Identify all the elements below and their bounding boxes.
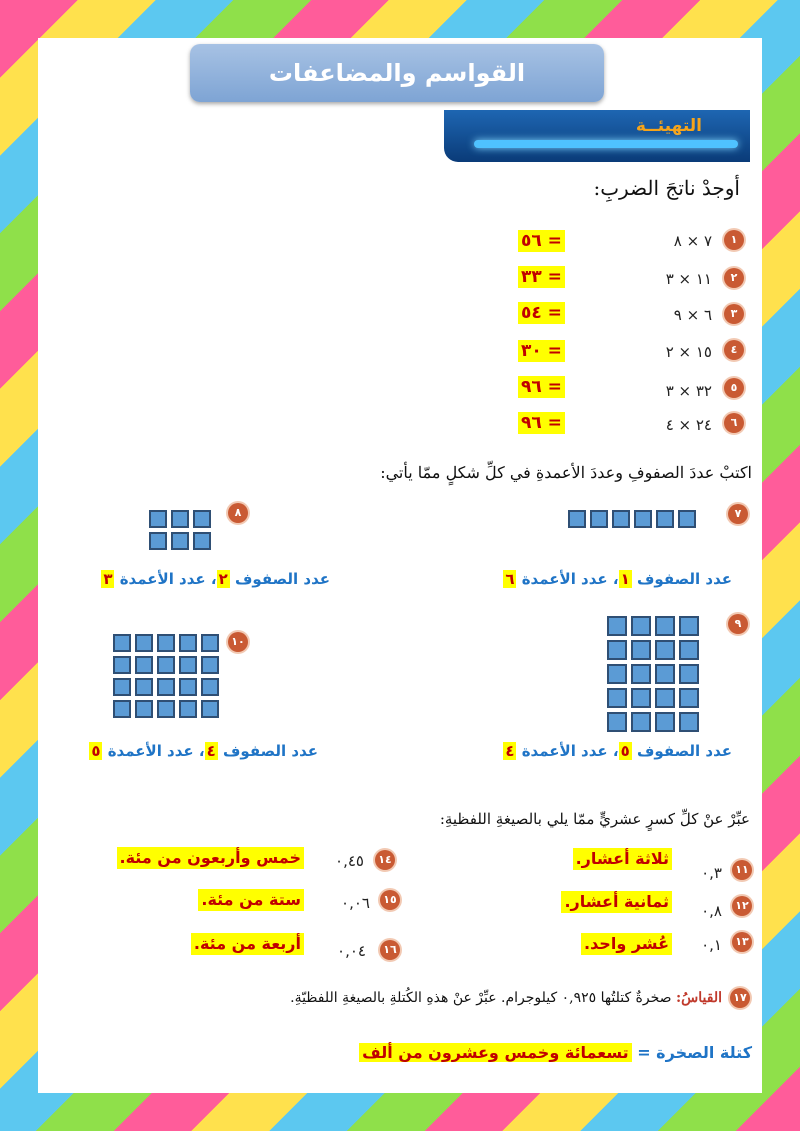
- grid-square: [656, 510, 674, 528]
- question-number-badge: ٨: [228, 503, 248, 523]
- grid-square: [113, 634, 131, 652]
- page-title: القواسم والمضاعفات: [190, 44, 604, 102]
- rows-columns-answer: [101, 570, 330, 588]
- grid-square: [631, 640, 651, 660]
- instruction-rows-columns: اكتبْ عددَ الصفوفِ وعددَ الأعمدةِ في كلِّ شكلٍ ممّا يأتي:: [380, 463, 752, 482]
- decimal-words-answer: ستة من مئة.: [198, 889, 304, 911]
- grid-square: [157, 634, 175, 652]
- separator: ،: [205, 570, 217, 588]
- grid-square: [201, 678, 219, 696]
- question-number-badge: ٩: [728, 614, 748, 634]
- separator: ،: [607, 742, 619, 760]
- question-number-badge: ٥: [724, 378, 744, 398]
- grid-square: [631, 616, 651, 636]
- question-number-badge: ١: [724, 230, 744, 250]
- measurement-question: [290, 990, 722, 1006]
- grid-square: [201, 634, 219, 652]
- columns-label: عدد الأعمدة: [521, 742, 608, 760]
- grid-square: [193, 532, 211, 550]
- grid-square: [631, 712, 651, 732]
- decimal-words-answer: عُشر واحد.: [581, 933, 672, 955]
- instruction-multiply: أوجدْ ناتجَ الضربِ:: [593, 176, 740, 200]
- rows-value: ٢: [218, 570, 228, 588]
- question-number-badge: ١٧: [730, 988, 750, 1008]
- product-expression: ١٥ × ٢: [665, 343, 712, 361]
- grid-square: [655, 664, 675, 684]
- square-array-grid: [607, 616, 699, 732]
- product-expression: ٣٢ × ٣: [665, 382, 712, 400]
- product-expression: ٢٤ × ٤: [665, 416, 712, 434]
- decimal-words-answer: خمس وأربعون من مئة.: [117, 847, 304, 869]
- separator: ،: [193, 742, 205, 760]
- grid-square: [568, 510, 586, 528]
- rows-value: ٥: [620, 742, 630, 760]
- grid-square: [113, 700, 131, 718]
- rows-value: ٤: [206, 742, 216, 760]
- grid-square: [171, 510, 189, 528]
- grid-square: [179, 678, 197, 696]
- product-answer: = ٣٠: [518, 340, 565, 362]
- grid-square: [201, 656, 219, 674]
- grid-square: [607, 640, 627, 660]
- measurement-answer-words: تسعمائة وخمس وعشرون من ألف: [359, 1043, 631, 1062]
- product-answer: = ٩٦: [518, 412, 565, 434]
- measurement-answer-label: كتلة الصخرة =: [637, 1043, 752, 1062]
- grid-square: [179, 634, 197, 652]
- question-number-badge: ٧: [728, 504, 748, 524]
- columns-value: ٤: [505, 742, 515, 760]
- banner-glow-line: [474, 140, 738, 148]
- grid-square: [607, 712, 627, 732]
- grid-square: [679, 712, 699, 732]
- columns-value: ٥: [91, 742, 101, 760]
- decimal-value: ٠,١: [701, 936, 722, 954]
- grid-square: [607, 688, 627, 708]
- grid-square: [679, 640, 699, 660]
- grid-square: [679, 688, 699, 708]
- question-number-badge: ١٦: [380, 940, 400, 960]
- grid-square: [135, 678, 153, 696]
- product-expression: ٧ × ٨: [673, 232, 712, 250]
- decimal-value: ٠,٣: [701, 864, 722, 882]
- decimal-value: ٠,٠٤: [337, 942, 366, 960]
- grid-square: [655, 712, 675, 732]
- question-number-badge: ٣: [724, 304, 744, 324]
- grid-square: [679, 616, 699, 636]
- product-answer: = ٥٦: [518, 230, 565, 252]
- section-banner: [444, 110, 750, 162]
- grid-square: [193, 510, 211, 528]
- grid-square: [201, 700, 219, 718]
- question-number-badge: ٤: [724, 340, 744, 360]
- product-answer: = ٩٦: [518, 376, 565, 398]
- question-number-badge: ١٤: [375, 850, 395, 870]
- banner-label: التهيئــة: [635, 116, 702, 136]
- grid-square: [631, 688, 651, 708]
- grid-square: [634, 510, 652, 528]
- grid-square: [179, 656, 197, 674]
- grid-square: [135, 656, 153, 674]
- decimal-words-answer: أربعة من مئة.: [191, 933, 304, 955]
- columns-value: ٦: [505, 570, 515, 588]
- grid-square: [612, 510, 630, 528]
- grid-square: [607, 664, 627, 684]
- grid-square: [171, 532, 189, 550]
- grid-square: [157, 678, 175, 696]
- decimal-words-answer: ثلاثة أعشار.: [573, 848, 672, 870]
- grid-square: [113, 656, 131, 674]
- grid-square: [631, 664, 651, 684]
- grid-square: [655, 688, 675, 708]
- square-array-grid: [113, 634, 219, 718]
- rows-label: عدد الصفوف: [636, 570, 732, 588]
- grid-square: [149, 510, 167, 528]
- separator: ،: [607, 570, 619, 588]
- columns-label: عدد الأعمدة: [107, 742, 194, 760]
- rows-value: ١: [620, 570, 630, 588]
- grid-square: [655, 640, 675, 660]
- question-number-badge: ١٥: [380, 890, 400, 910]
- question-number-badge: ١٠: [228, 632, 248, 652]
- instruction-decimal-words: عبِّرْ عنْ كلِّ كسرٍ عشريٍّ ممّا يلي بالصيغةِ اللفظيةِ:: [439, 810, 750, 828]
- grid-square: [149, 532, 167, 550]
- columns-value: ٣: [103, 570, 113, 588]
- measurement-answer: [359, 1042, 752, 1064]
- rows-label: عدد الصفوف: [234, 570, 330, 588]
- question-number-badge: ٦: [724, 413, 744, 433]
- grid-square: [135, 634, 153, 652]
- columns-label: عدد الأعمدة: [119, 570, 206, 588]
- rows-label: عدد الصفوف: [222, 742, 318, 760]
- decimal-value: ٠,٠٦: [341, 894, 370, 912]
- grid-square: [590, 510, 608, 528]
- rows-label: عدد الصفوف: [636, 742, 732, 760]
- grid-square: [135, 700, 153, 718]
- grid-square: [179, 700, 197, 718]
- product-answer: = ٥٤: [518, 302, 565, 324]
- grid-square: [679, 664, 699, 684]
- grid-square: [113, 678, 131, 696]
- decimal-value: ٠,٤٥: [335, 852, 364, 870]
- grid-square: [157, 656, 175, 674]
- grid-square: [607, 616, 627, 636]
- question-number-badge: ١٣: [732, 932, 752, 952]
- decimal-value: ٠,٨: [701, 902, 722, 920]
- product-answer: = ٣٣: [518, 266, 565, 288]
- rows-columns-answer: [503, 570, 732, 588]
- question-number-badge: ١١: [732, 860, 752, 880]
- grid-square: [157, 700, 175, 718]
- grid-square: [678, 510, 696, 528]
- measurement-label: القياسُ:: [676, 990, 722, 1006]
- decimal-words-answer: ثمانية أعشار.: [561, 891, 672, 913]
- rows-columns-answer: [503, 742, 732, 760]
- measurement-text: صخرةٌ كتلتُها ٠,٩٢٥ كيلوجرام. عبِّرْ عنْ هذهِ الكُتلةِ بالصيغةِ اللفظيّةِ.: [290, 990, 672, 1006]
- question-number-badge: ١٢: [732, 896, 752, 916]
- rows-columns-answer: [89, 742, 318, 760]
- product-expression: ١١ × ٣: [665, 270, 712, 288]
- square-array-grid: [568, 510, 696, 528]
- grid-square: [655, 616, 675, 636]
- product-expression: ٦ × ٩: [673, 306, 712, 324]
- question-number-badge: ٢: [724, 268, 744, 288]
- square-array-grid: [149, 510, 211, 550]
- columns-label: عدد الأعمدة: [521, 570, 608, 588]
